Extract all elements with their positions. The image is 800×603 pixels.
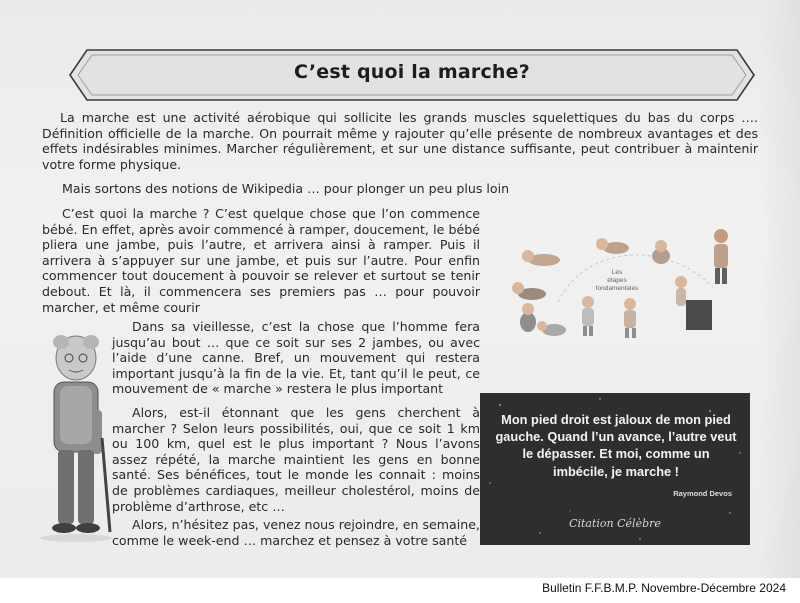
old-man-drawing: [36, 318, 116, 548]
baby-walking-icon: [624, 298, 636, 338]
baby-kneeling-icon: [520, 303, 536, 332]
footer-caption: Bulletin F.F.B.M.P. Novembre-Décembre 2024: [542, 581, 786, 595]
famous-quote-box: [480, 393, 750, 545]
baby-crawl-2-icon: [537, 321, 566, 336]
quote-author: Raymond Devos: [673, 489, 732, 498]
baby-sitting-icon: [652, 240, 670, 264]
old-age-paragraph: Dans sa vieillesse, c’est la chose que l’homme fera jusqu’au bout … que ce soit sur ses 2 jambes, ou avec l’aide d’une canne. Bref, un mouvement qui restera important jusqu’à la fin de la vie. Et, tant qu’il le peut, ce mouvement de « marche » restera le plus important: [112, 319, 480, 397]
illustration-caption-3: fondamentales: [595, 285, 639, 292]
baby-stages-drawing: [498, 222, 760, 352]
baby-lying-icon: [522, 250, 560, 266]
quote-label: Citation Célèbre: [569, 517, 661, 530]
illustration-caption-2: étapes: [607, 277, 627, 284]
title-banner: [67, 47, 757, 103]
baby-standing-icon: [582, 296, 594, 336]
baby-paragraph: C’est quoi la marche ? C’est quelque chose que l’on commence bébé. En effet, après avoir commencé à ramper, doucement, le bébé pliera une jambe, puis l’autre, et arrivera ainsi à ramper. Puis il arrivera à s’appuyer sur une jambe, et puis sur l’autre. Pour enfin commencer tout doucement à pouvoir se relever et surtout se tenir debout. Et là, il commencera ses premiers pas … pour pouvoir marcher, et même courir: [42, 206, 480, 315]
illustration-caption-1: Les: [611, 269, 623, 276]
benefits-paragraph: Alors, est-il étonnant que les gens cherchent à marcher ? Selon leurs possibilités, oui, que ce soit 1 km ou 100 km, quel est le plus important ? Nous l’avons assez répété, la marche maintient les gens en bonne santé. Ses bénéfices, tout le monde les connait : moins de problèmes cardiaques, meilleur cholestérol, moins de problème d’arthrose, etc …: [112, 405, 480, 514]
baby-development-illustration: [498, 222, 760, 352]
toddler-standing-icon: [714, 229, 728, 284]
intro-paragraph: La marche est une activité aérobique qui sollicite les grands muscles squelettiques du bas du corps …. Définition officielle de la marche. On pourrait même y rajouter qu’elle présente de nombreux avantages et des effets indésirables minimes. Marcher régulièrement, et sur une distance suffisante, peut contribuer à maintenir votre forme physique.: [42, 110, 758, 172]
baby-crawling-icon: [512, 282, 546, 300]
baby-lying-2-icon: [596, 238, 629, 254]
transition-paragraph: Mais sortons des notions de Wikipedia … pour plonger un peu plus loin: [62, 181, 510, 196]
invitation-paragraph: Alors, n’hésitez pas, venez nous rejoindre, en semaine, comme le week-end … marchez et pensez à votre santé: [112, 517, 480, 548]
article-title: C’est quoi la marche?: [294, 61, 530, 83]
old-man-with-cane-illustration: [36, 318, 116, 548]
baby-with-box-icon: [675, 276, 712, 330]
quote-text: Mon pied droit est jaloux de mon pied gauche. Quand l’un avance, l’autre veut le dépasser. Et moi, comme un imbécile, je marche !: [495, 412, 737, 479]
